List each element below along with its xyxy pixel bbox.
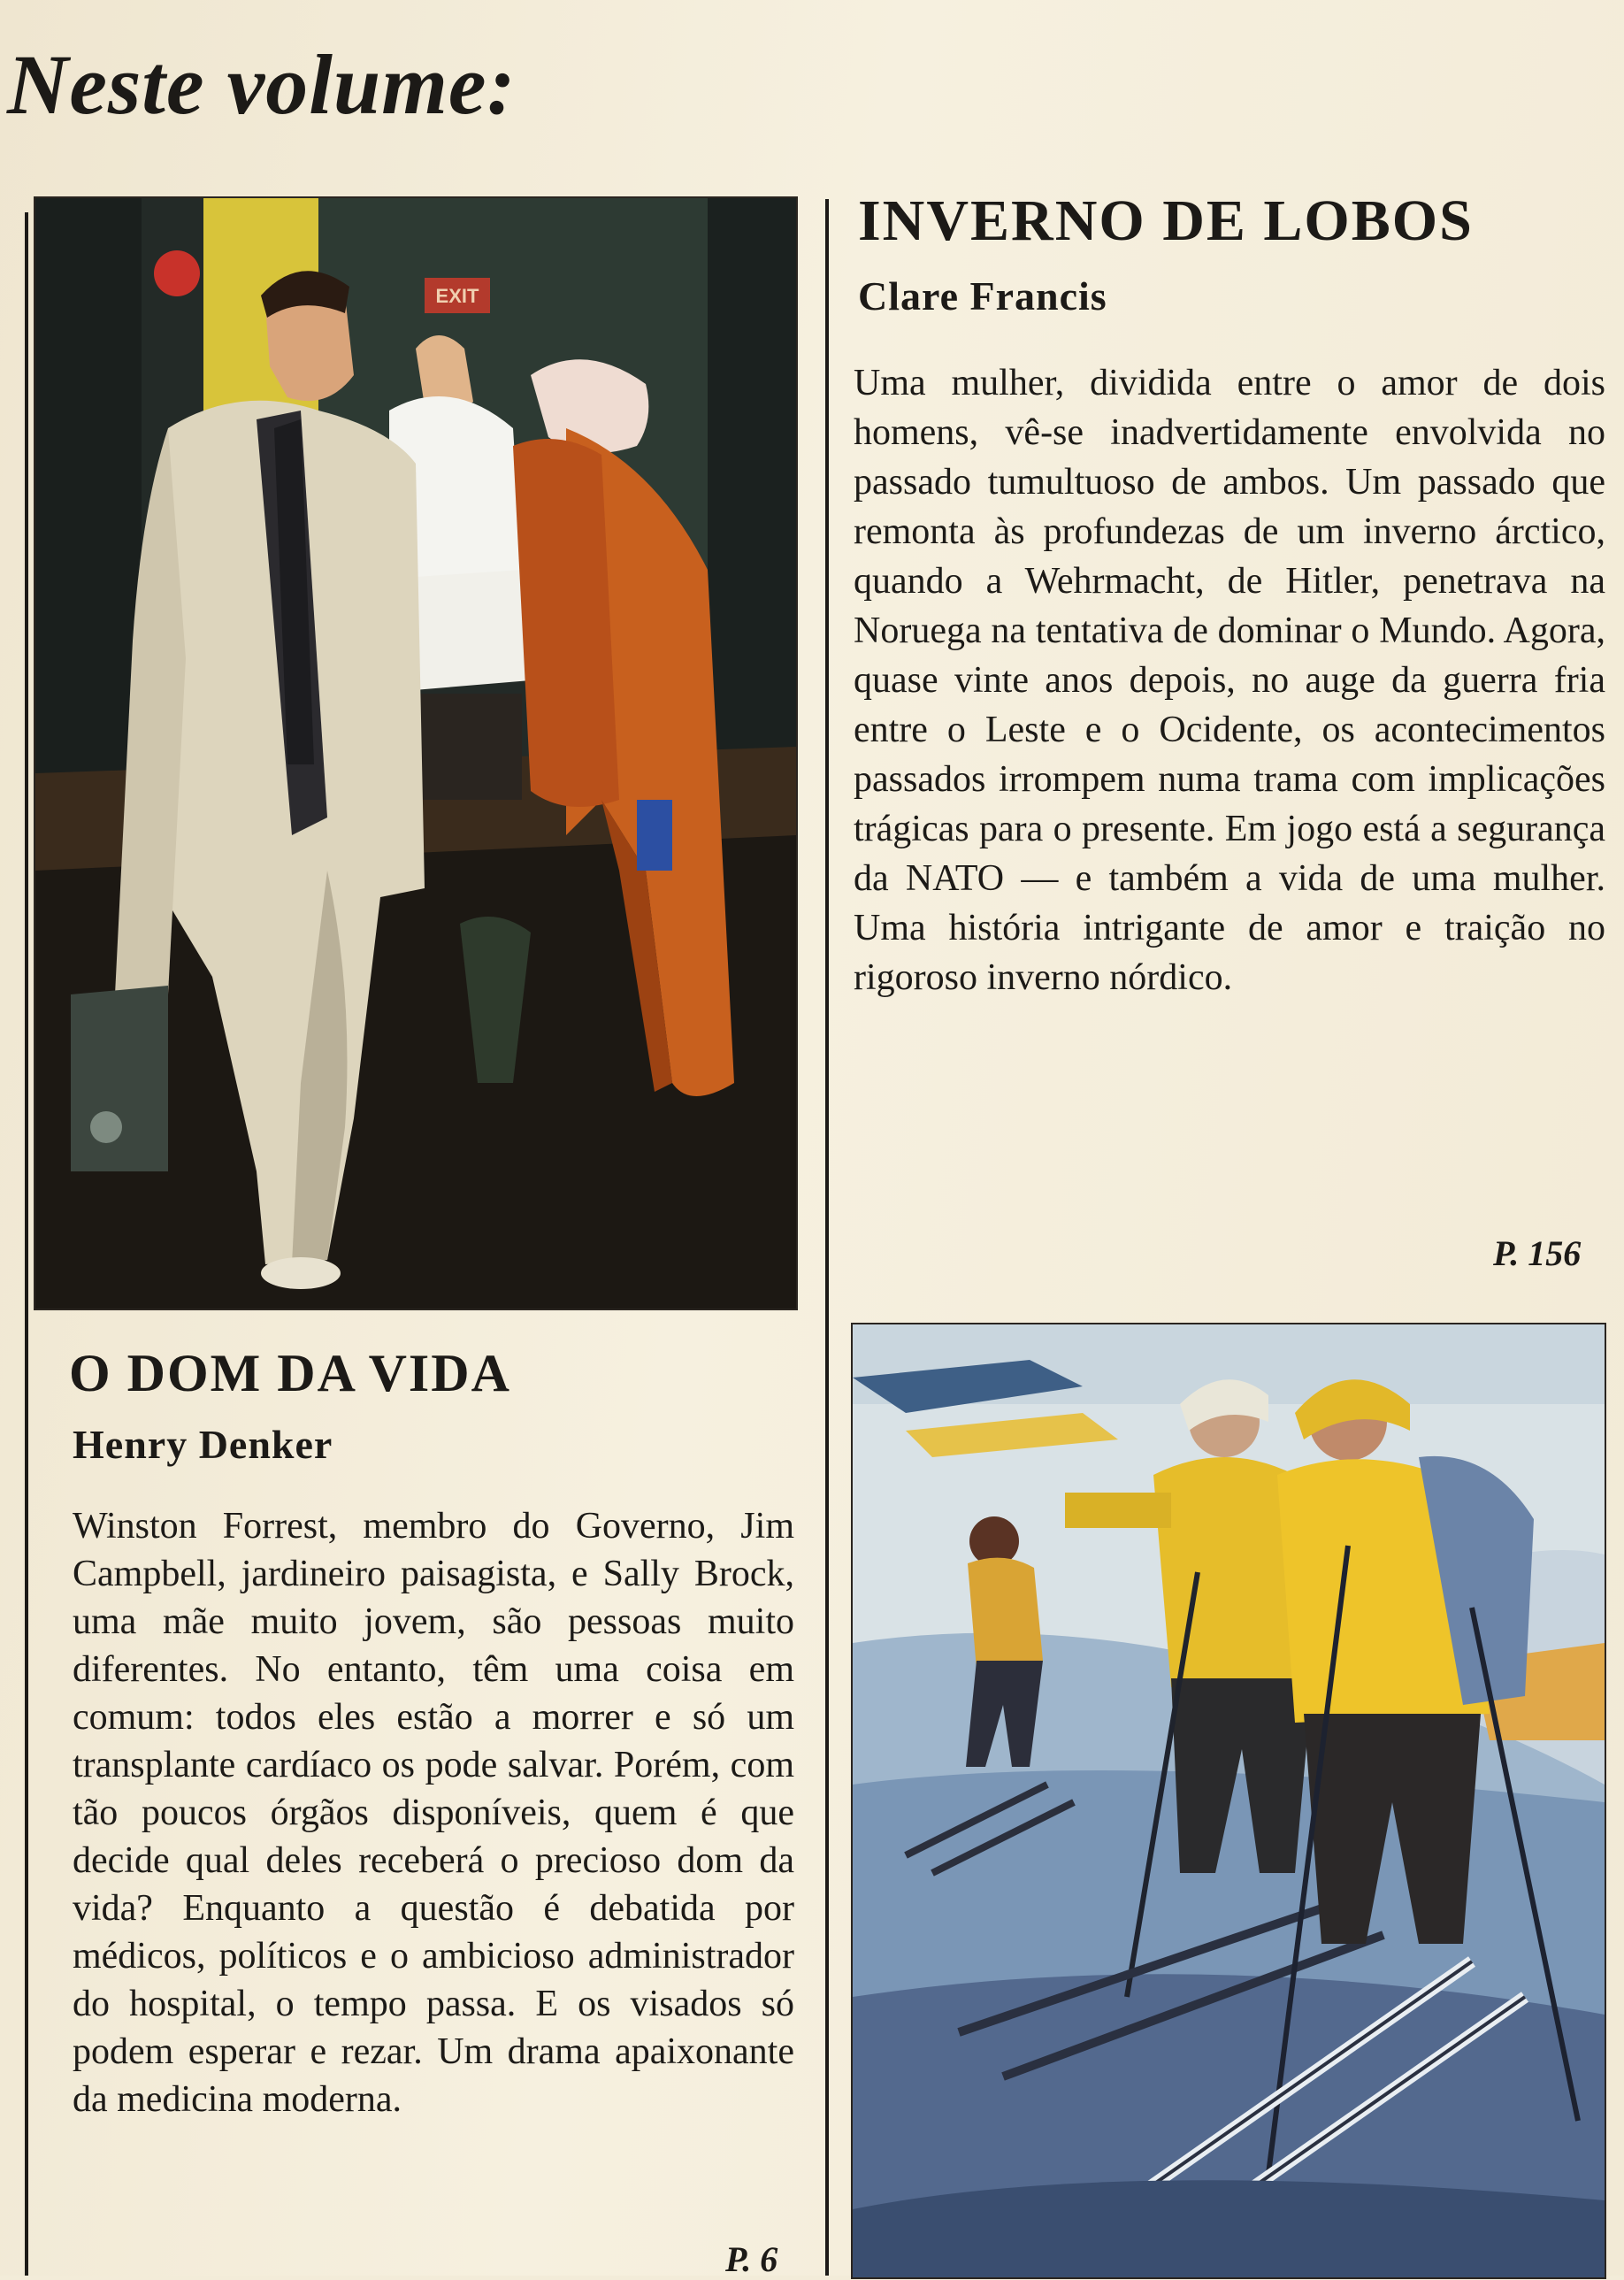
column-rule-left bbox=[25, 212, 28, 2276]
skiers-illustration bbox=[851, 1323, 1606, 2279]
column-rule-middle bbox=[825, 199, 829, 2276]
hospital-scene-art bbox=[35, 198, 796, 1309]
story-title-dom: O DOM DA VIDA bbox=[69, 1344, 511, 1402]
story-body-dom: Winston Forrest, membro do Governo, Jim Campbell, jardineiro paisagista, e Sally Brock, uma mãe muito jovem, são pessoas muito diferentes. No entanto, têm uma coisa em comum: todos eles estão a morrer e só um transplante cardíaco os pode salvar. Porém, com tão poucos órgãos disponíveis, quem é que decide qual deles receberá o precioso dom da vida? Enquanto a questão é debatida por médicos, políticos e o ambicioso administrador do hospital, o tempo passa. E os visados só podem esperar e rezar. Um drama apaixonante da medicina moderna. bbox=[73, 1506, 794, 2120]
story-body-inverno: Uma mulher, dividida entre o amor de dois homens, vê-se inadvertidamente envolvida no passado tumultuoso de ambos. Um passado que remonta às profundezas de um inverno árctico, quando a Wehrmacht, de Hitler, penetrava na Noruega na tentativa de dominar o Mundo. Agora, quase vinte anos depois, no auge da guerra fria entre o Leste e o Ocidente, os acontecimentos passados irrompem numa trama com implicações trágicas para o presente. Em jogo está a segurança da NATO — e também a vida de uma mulher. Uma história intrigante de amor e traição no rigoroso inverno nórdico. bbox=[854, 363, 1605, 998]
page-ref-inverno: P. 156 bbox=[1493, 1233, 1582, 1273]
page-ref-dom: P. 6 bbox=[725, 2239, 778, 2279]
skiers-scene-art bbox=[853, 1324, 1605, 2277]
hospital-illustration bbox=[34, 196, 798, 1310]
story-author-dom: Henry Denker bbox=[73, 1422, 333, 1467]
exit-sign-text: EXIT bbox=[435, 285, 479, 307]
story-author-inverno: Clare Francis bbox=[858, 273, 1107, 319]
story-title-inverno: INVERNO DE LOBOS bbox=[858, 188, 1474, 253]
page-heading: Neste volume: bbox=[7, 37, 517, 132]
